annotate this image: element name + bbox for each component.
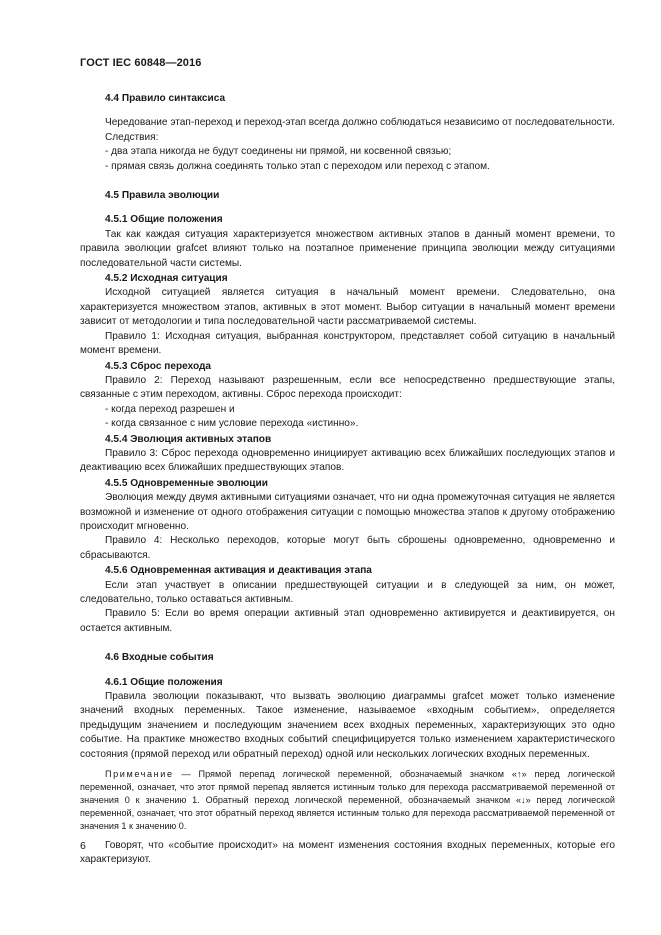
rule-5-paragraph: Правило 5: Если во время операции активный этап одновременно активируется и деактивируется, он остается активным. [80,608,615,634]
rule-4-paragraph: Правило 4: Несколько переходов, которые могут быть сброшены одновременно, одновременно и сбрасываются. [80,535,615,561]
list-item: - когда связанное с ним условие перехода «истинно». [105,418,359,430]
section-4-5-3-heading: 4.5.3 Сброс перехода [105,360,212,372]
note-text: — Прямой перепад логической переменной, обозначаемый значком «↑» перед логической переменной, означает, что этот прямой перепад является истинным только для перехода рассматриваемой переменной от значения 0 к значению 1. Обратный переход логической переменной, обозначаемый значком «↓» перед логической переменной, означает, что этот обратный переход является истинным только для перехода рассматриваемой переменной от значения 1 к значению 0. [80,769,615,832]
section-4-5-5-paragraph: Эволюция между двумя активными ситуациями означает, что ни одна промежуточная ситуация не является возможной и изменение от одного отображения ситуации с помощью множества этапов к другому отображению происходит мгновенно. [80,492,615,532]
section-4-6-1-closing-paragraph: Говорят, что «событие происходит» на момент изменения состояния входных переменных, которые его характеризуют. [80,840,615,866]
main-text-column [80,92,615,868]
page-number: 6 [80,840,86,852]
section-4-5-2-paragraph: Исходной ситуацией является ситуация в начальный момент времени. Следовательно, она характеризуется множеством этапов, активных в этот момент. Выбор ситуации в начальный момент времени зависит от методологии и типа последовательной части рассматриваемой системы. [80,287,615,328]
section-4-5-6-heading: 4.5.6 Одновременная активация и деактивация этапа [105,565,372,577]
section-4-5-5-heading: 4.5.5 Одновременные эволюции [105,477,268,489]
rule-2-paragraph: Правило 2: Переход называют разрешенным, если все непосредственно предшествующие этапы, связанные с этим переходом, активны. Сброс перехода происходит: [80,374,615,401]
rule-1-paragraph: Правило 1: Исходная ситуация, выбранная конструктором, представляет собой ситуацию в начальный момент времени. [80,330,615,357]
note-paragraph [80,768,615,833]
rule-3-paragraph: Правило 3: Сброс перехода одновременно инициирует активацию всех ближайших последующих этапов и деактивацию всех ближайших предшествующих этапов. [80,447,615,474]
list-item: - когда переход разрешен и [105,403,235,415]
section-4-5-1-heading: 4.5.1 Общие положения [105,214,223,226]
list-item: - прямая связь должна соединять только этап с переходом или переход с этапом. [105,160,490,172]
section-4-5-4-heading: 4.5.4 Эволюция активных этапов [105,433,272,445]
section-4-5-2-heading: 4.5.2 Исходная ситуация [105,273,228,285]
section-4-6-1-heading: 4.6.1 Общие положения [105,676,223,688]
section-4-6-1-paragraph: Правила эволюции показывают, что вызвать эволюцию диаграммы grafcet может только изменение значений входных переменных. Такое изменение, называемое «входным событием», определяется предыдущим значением и последующим значением всех входных переменных, характеризующих это одно событие. На практике множество входных событий специфицируется только изменением характеристического состояния (прямой переход или обратный переход) одной или нескольких логических входных переменных. [80,691,615,760]
section-4-5-1-paragraph: Так как каждая ситуация характеризуется множеством активных этапов в данный момент времени, то правила эволюции grafcet влияют только на поэтапное применение принципа эволюции между ситуациями последовательной части системы. [80,228,615,269]
section-4-4-heading: 4.4 Правило синтаксиса [105,93,226,104]
consequences-label: Следствия: [105,131,159,143]
section-4-5-6-paragraph: Если этап участвует в описании предшествующей ситуации и в следующей за ним, он может, следовательно, только оставаться активным. [80,579,615,605]
section-4-4-paragraph: Чередование этап-переход и переход-этап всегда должно соблюдаться независимо от последовательности. [105,117,615,129]
document-header: ГОСТ IEC 60848—2016 [80,57,202,69]
list-item: - два этапа никогда не будут соединены ни прямой, ни косвенной связью; [105,146,452,158]
section-4-6-heading: 4.6 Входные события [105,652,214,664]
note-label: Примечание [105,769,174,780]
section-4-5-heading: 4.5 Правила эволюции [105,190,220,202]
